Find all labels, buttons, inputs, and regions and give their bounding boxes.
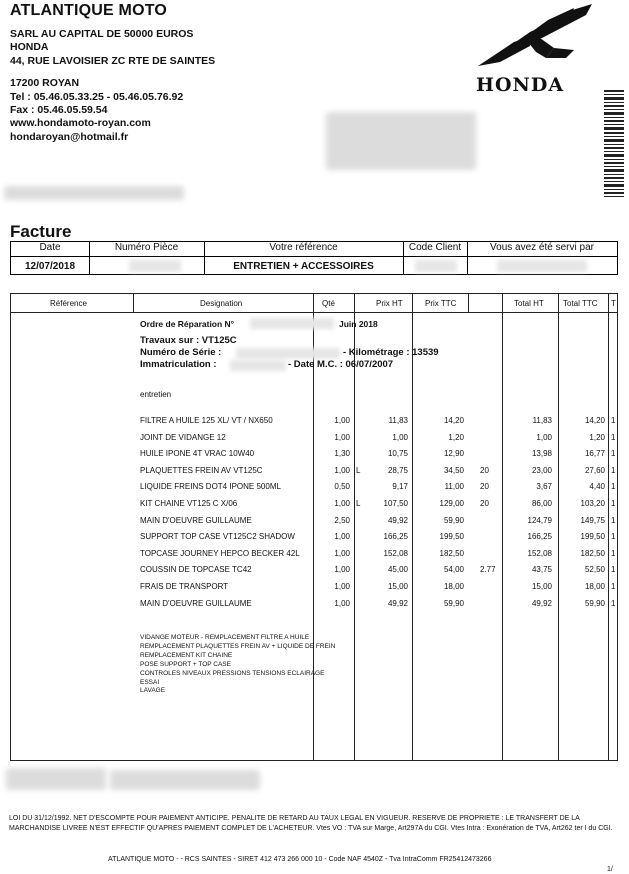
cell-total-ht: 1,00 <box>536 432 552 442</box>
redacted-customer-line <box>4 186 184 200</box>
cell-prix-ht: 10,75 <box>387 449 408 459</box>
cell-t: 1 <box>611 416 616 425</box>
cell-designation: TOPCASE JOURNEY HEPCO BECKER 42L <box>140 548 300 558</box>
cell-designation: SUPPORT TOP CASE VT125C2 SHADOW <box>140 532 295 542</box>
legal-notice: LOI DU 31/12/1992. NET D'ESCOMPTE POUR PAIEMENT ANTICIPE. PENALITE DE RETARD AU TAUX LEGAL EN VIGUEUR. RESERVE DE PROPRIETE : LE TRANSFERT DE LA MARCHANDISE LIVREE N'EST EFFECTIF QU'APRES PAIEMENT COMPLET DE L'ACHETEUR. Vtes VO : TVA sur Marge, Art297A du CGI. Vtes Intra : Exonération de TVA, Art262 ter I du CGI. <box>9 815 613 833</box>
cell-qty: 2,50 <box>334 515 350 525</box>
cell-total-ht: 13,98 <box>531 449 552 459</box>
cell-total-ht: 152,08 <box>527 548 552 558</box>
cell-prix-ht: 152,08 <box>383 548 408 558</box>
cell-prix-ttc: 12,90 <box>443 449 464 459</box>
cell-qty: 1,00 <box>334 432 350 442</box>
cell-t: 1 <box>611 515 616 525</box>
cell-total-ttc: 149,75 <box>580 515 605 525</box>
cell-t: 1 <box>611 565 616 575</box>
cell-prix-ttc: 199,50 <box>439 532 464 542</box>
header-reference: Votre référence <box>269 242 338 253</box>
cell-t: 1 <box>611 449 616 459</box>
company-web: www.hondamoto-royan.com <box>10 117 151 130</box>
cell-prix-ttc: 59,90 <box>443 515 464 525</box>
col-header-t: T <box>611 299 616 308</box>
cell-qty: 1,30 <box>334 449 350 459</box>
invoice-reference-table <box>10 241 618 275</box>
col-header-total-ht: Total HT <box>514 299 544 308</box>
cell-t: 1 <box>611 465 616 475</box>
summary-line: VIDANGE MOTEUR - REMPLACEMENT FILTRE A HUILE <box>140 634 310 641</box>
barcode-icon <box>604 90 624 198</box>
honda-logo-text: HONDA <box>476 74 565 96</box>
cell-designation: MAIN D'OEUVRE GUILLAUME <box>140 598 252 608</box>
cell-t: 1 <box>611 432 616 442</box>
cell-remise: 20 <box>480 465 489 475</box>
cell-designation: FRAIS DE TRANSPORT <box>140 582 229 591</box>
invoice-date: 12/07/2018 <box>24 261 76 272</box>
cell-total-ht: 86,00 <box>531 499 552 508</box>
invoice-title: Facture <box>10 222 72 241</box>
cell-total-ttc: 182,50 <box>580 548 605 558</box>
cell-total-ht: 23,00 <box>531 465 552 475</box>
vehicle-immat-label: Immatriculation : <box>140 359 217 370</box>
redacted-plate <box>230 360 286 371</box>
cell-total-ttc: 52,50 <box>584 565 605 575</box>
cell-prix-ht: 166,25 <box>383 532 408 542</box>
cell-qty: 0,50 <box>334 482 350 492</box>
cell-prix-ttc: 59,90 <box>443 598 464 608</box>
summary-line: POSE SUPPORT + TOP CASE <box>140 660 231 668</box>
cell-t: 1 <box>611 482 616 492</box>
cell-total-ht: 3,67 <box>536 482 552 492</box>
cell-prix-ht: 45,00 <box>387 565 408 575</box>
cell-prix-ht: 1,00 <box>392 432 408 442</box>
header-piece: Numéro Pièce <box>114 242 179 253</box>
cell-prix-ht: 28,75 <box>387 465 408 475</box>
header-date: Date <box>39 242 61 253</box>
cell-total-ttc: 199,50 <box>580 532 605 542</box>
company-city: 17200 ROYAN <box>10 77 80 90</box>
summary-line: CONTROLES NIVEAUX PRESSIONS TENSIONS ECLAIRAGE <box>140 669 325 677</box>
header-served: Vous avez été servi par <box>490 242 594 253</box>
summary-line: ESSAI <box>140 678 160 686</box>
cell-total-ttc: 27,60 <box>584 465 605 475</box>
cell-designation: PLAQUETTES FREIN AV VT125C <box>140 465 263 475</box>
cell-qty: 1,00 <box>334 548 350 558</box>
company-fax: Fax : 05.46.05.59.54 <box>10 104 108 117</box>
redacted-served-by <box>497 260 587 272</box>
cell-qty: 1,00 <box>334 582 350 591</box>
vehicle-serie-label: Numéro de Série : <box>140 347 222 358</box>
company-address: 44, RUE LAVOISIER ZC RTE DE SAINTES <box>10 54 216 67</box>
order-prefix: Ordre de Réparation N° <box>140 319 235 329</box>
cell-t: 1 <box>611 532 616 542</box>
cell-prix-ttc: 129,00 <box>439 499 464 508</box>
redacted-order-number <box>250 318 334 329</box>
company-capital: SARL AU CAPITAL DE 50000 EUROS <box>10 28 194 40</box>
order-suffix: Juin 2018 <box>339 319 378 329</box>
summary-line: LAVAGE <box>140 687 166 695</box>
col-header-designation: Designation <box>200 299 243 308</box>
vehicle-date-mc: - Date M.C. : 06/07/2007 <box>288 359 394 370</box>
redacted-totals <box>6 768 106 790</box>
cell-total-ht: 11,83 <box>532 416 552 425</box>
page-number: 1/ <box>607 866 613 873</box>
cell-designation: MAIN D'OEUVRE GUILLAUME <box>140 515 252 525</box>
cell-qty: 1,00 <box>334 499 350 508</box>
cell-t: 1 <box>611 548 616 558</box>
col-header-prix-ttc: Prix TTC <box>425 299 457 308</box>
cell-prix-ht: 49,92 <box>387 515 408 525</box>
company-tel: Tel : 05.46.05.33.25 - 05.46.05.76.92 <box>10 90 184 103</box>
cell-t: 1 <box>611 598 616 608</box>
vehicle-travaux: Travaux sur : VT125C <box>140 335 237 346</box>
redacted-client-code <box>415 260 457 272</box>
company-name: ATLANTIQUE MOTO <box>10 2 168 19</box>
cell-total-ttc: 103,20 <box>580 499 605 508</box>
cell-designation: HUILE IPONE 4T VRAC 10W40 <box>140 449 255 459</box>
col-header-ref: Référence <box>50 299 87 308</box>
cell-total-ht: 166,25 <box>527 532 552 542</box>
cell-total-ht: 43,75 <box>531 565 552 575</box>
col-header-qty: Qté <box>322 299 335 308</box>
cell-total-ttc: 1,20 <box>589 432 605 442</box>
company-brand: HONDA <box>10 41 49 54</box>
cell-total-ht: 49,92 <box>531 598 552 608</box>
cell-qty: 1,00 <box>334 465 350 475</box>
cell-prix-ttc: 54,00 <box>443 565 464 575</box>
cell-designation: COUSSIN DE TOPCASE TC42 <box>140 565 252 575</box>
cell-total-ttc: 14,20 <box>584 416 605 425</box>
cell-prix-ttc: 14,20 <box>443 416 464 425</box>
company-details <box>10 28 215 144</box>
summary-line: REMPLACEMENT KIT CHAINE <box>140 651 233 659</box>
cell-remise: 20 <box>480 499 489 508</box>
cell-designation: LIQUIDE FREINS DOT4 IPONE 500ML <box>140 482 281 492</box>
cell-designation: JOINT DE VIDANGE 12 <box>140 432 226 442</box>
col-header-total-ttc: Total TTC <box>563 299 598 308</box>
cell-prix-ht: 9,17 <box>392 482 408 492</box>
company-footer: ATLANTIQUE MOTO - - RCS SAINTES - SIRET 412 473 266 000 10 - Code NAF 4540Z - Tva IntraComm FR25412473266 <box>108 856 492 863</box>
cell-prix-ttc: 11,00 <box>444 482 464 492</box>
cell-prix-ht: 15,00 <box>387 582 408 591</box>
cell-flag: L <box>356 465 361 475</box>
work-summary <box>140 634 335 696</box>
header-client: Code Client <box>408 242 462 253</box>
cell-qty: 1,00 <box>334 532 350 542</box>
summary-line: REMPLACEMENT PLAQUETTES FREIN AV + LIQUIDE DE FREIN <box>140 642 336 650</box>
cell-prix-ttc: 1,20 <box>448 432 464 442</box>
cell-t: 1 <box>611 582 616 591</box>
cell-t: 1 <box>611 499 616 508</box>
cell-qty: 1,00 <box>334 565 350 575</box>
cell-prix-ht: 49,92 <box>387 598 408 608</box>
barcode <box>604 90 624 198</box>
redacted-totals-secondary <box>110 770 260 790</box>
cell-prix-ttc: 18,00 <box>443 582 464 591</box>
col-header-prix-ht: Prix HT <box>376 299 403 308</box>
cell-total-ttc: 18,00 <box>584 582 605 591</box>
cell-total-ht: 124,79 <box>527 515 552 525</box>
cell-prix-ht: 11,83 <box>388 416 408 425</box>
cell-total-ttc: 59,90 <box>584 598 605 608</box>
cell-prix-ttc: 182,50 <box>439 548 464 558</box>
vehicle-km: - Kilométrage : 13539 <box>343 347 439 358</box>
company-email: hondaroyan@hotmail.fr <box>10 130 129 143</box>
cell-total-ttc: 4,40 <box>589 482 605 492</box>
section-label: entretien <box>140 390 172 399</box>
cell-flag: L <box>356 499 361 508</box>
cell-qty: 1,00 <box>334 598 350 608</box>
cell-prix-ttc: 34,50 <box>443 465 464 475</box>
redacted-piece-number <box>129 260 181 272</box>
cell-total-ttc: 16,77 <box>584 449 605 459</box>
cell-total-ht: 15,00 <box>531 582 552 591</box>
cell-remise: 2.77 <box>480 565 496 575</box>
honda-logo <box>470 2 600 96</box>
invoice-reference: ENTRETIEN + ACCESSOIRES <box>233 261 374 272</box>
cell-qty: 1,00 <box>334 416 350 425</box>
cell-designation: KIT CHAINE VT125 C X/06 <box>140 499 238 508</box>
redacted-serial-number <box>236 348 340 359</box>
cell-remise: 20 <box>480 482 489 492</box>
cell-designation: FILTRE A HUILE 125 XL/ VT / NX650 <box>140 416 273 425</box>
redacted-customer-address <box>326 112 476 170</box>
cell-prix-ht: 107,50 <box>383 499 408 508</box>
